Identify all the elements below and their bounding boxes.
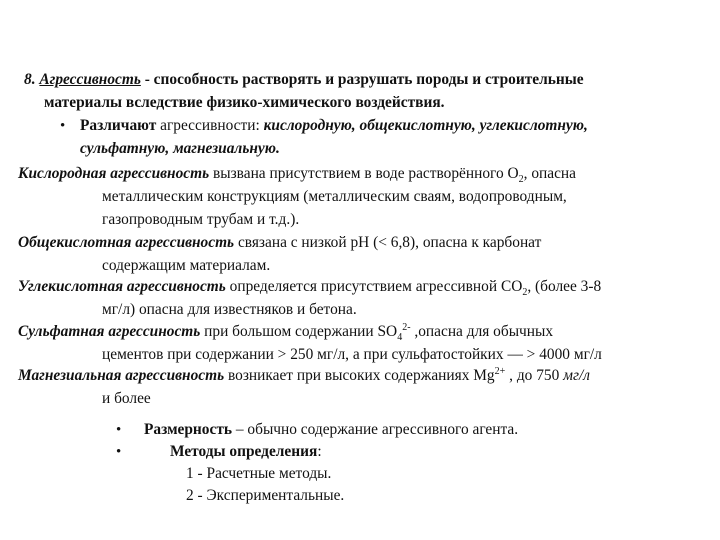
oxygen-text-3: газопроводным трубам и т.д.). xyxy=(102,211,300,228)
sulfate-line-2 xyxy=(102,345,602,365)
term-magnesium: Магнезиальная агрессивность xyxy=(18,367,225,384)
term-general-acid: Общекислотная агрессивность xyxy=(18,234,235,251)
methods-heading xyxy=(170,442,322,462)
magnesium-text: возникает при высоких содержаниях Mg xyxy=(224,367,495,384)
types-line xyxy=(80,116,588,136)
method-item xyxy=(186,464,331,484)
definition-continuation: материалы вследствие физико-химического воздействия. xyxy=(44,94,445,111)
general-line-2 xyxy=(102,256,270,276)
section-number: 8. xyxy=(24,71,36,88)
sulfate-text-tail: ,опасна для обычных xyxy=(410,323,554,340)
oxygen-line-1 xyxy=(18,164,576,184)
method-item-2: 2 - Экспериментальные. xyxy=(186,487,345,504)
types-line-2 xyxy=(80,139,280,159)
magnesium-unit: мг/л xyxy=(563,367,590,384)
oxygen-text: вызвана присутствием в воде растворённого О xyxy=(209,165,519,182)
carbonic-subscript: 2 xyxy=(522,287,528,299)
sulfate-text: при большом содержании SO xyxy=(200,323,398,340)
magnesium-line-2 xyxy=(102,389,151,409)
carbonic-line-1 xyxy=(18,277,601,297)
distinguish-label: Различают xyxy=(80,117,157,134)
definition-line-2 xyxy=(44,93,445,113)
bullet-icon: • xyxy=(116,422,122,438)
types-intro: агрессивности: xyxy=(156,117,264,134)
sulfate-line-1 xyxy=(18,322,553,342)
term-aggressiveness: Агрессивность xyxy=(39,71,141,88)
carbonic-line-2 xyxy=(102,300,357,320)
oxygen-line-3 xyxy=(102,210,299,230)
magnesium-line-1 xyxy=(18,366,590,386)
term-sulfate: Сульфатная агрессиность xyxy=(18,323,201,340)
bullet-icon: • xyxy=(116,444,122,460)
section-heading-line xyxy=(24,70,584,90)
oxygen-subscript: 2 xyxy=(518,174,524,186)
sulfate-text-2: цементов при содержании > 250 мг/л, а при сульфатостойких — > 4000 мг/л xyxy=(102,346,602,363)
dimension-line xyxy=(144,420,518,440)
oxygen-line-2 xyxy=(102,187,567,207)
term-carbonic: Углекислотная агрессивность xyxy=(18,278,226,295)
types-list: кислородную, общекислотную, углекислотную, xyxy=(263,117,588,134)
types-list-continuation: сульфатную, магнезиальную. xyxy=(80,140,280,157)
methods-colon: : xyxy=(317,443,322,460)
carbonic-text: определяется присутствием агрессивной СО xyxy=(225,278,523,295)
carbonic-text-2: мг/л) опасна для известняков и бетона. xyxy=(102,301,357,318)
magnesium-text-2: и более xyxy=(102,390,151,407)
general-text: связана с низкой pH (< 6,8), опасна к карбонат xyxy=(234,234,542,251)
dimension-text: – обычно содержание агрессивного агента. xyxy=(232,421,519,438)
term-oxygen: Кислородная агрессивность xyxy=(18,165,210,182)
magnesium-text-mid: , до 750 xyxy=(505,367,564,384)
definition-text: - способность растворять и разрушать породы и строительные xyxy=(140,71,584,88)
sulfate-subscript: 4 xyxy=(397,332,403,344)
method-item xyxy=(186,486,344,506)
carbonic-text-tail: , (более 3-8 xyxy=(527,278,602,295)
bullet-icon: • xyxy=(60,118,66,134)
oxygen-text-2: металлическим конструкциям (металлическим сваям, водопроводным, xyxy=(102,188,567,205)
general-line-1 xyxy=(18,233,541,253)
method-item-1: 1 - Расчетные методы. xyxy=(186,465,332,482)
magnesium-superscript: 2+ xyxy=(494,365,506,377)
dimension-term: Размерность xyxy=(144,421,233,438)
oxygen-text-tail: , опасна xyxy=(523,165,576,182)
methods-title: Методы определения xyxy=(170,443,318,460)
sulfate-superscript: 2- xyxy=(402,321,411,333)
general-text-2: содержащим материалам. xyxy=(102,257,271,274)
